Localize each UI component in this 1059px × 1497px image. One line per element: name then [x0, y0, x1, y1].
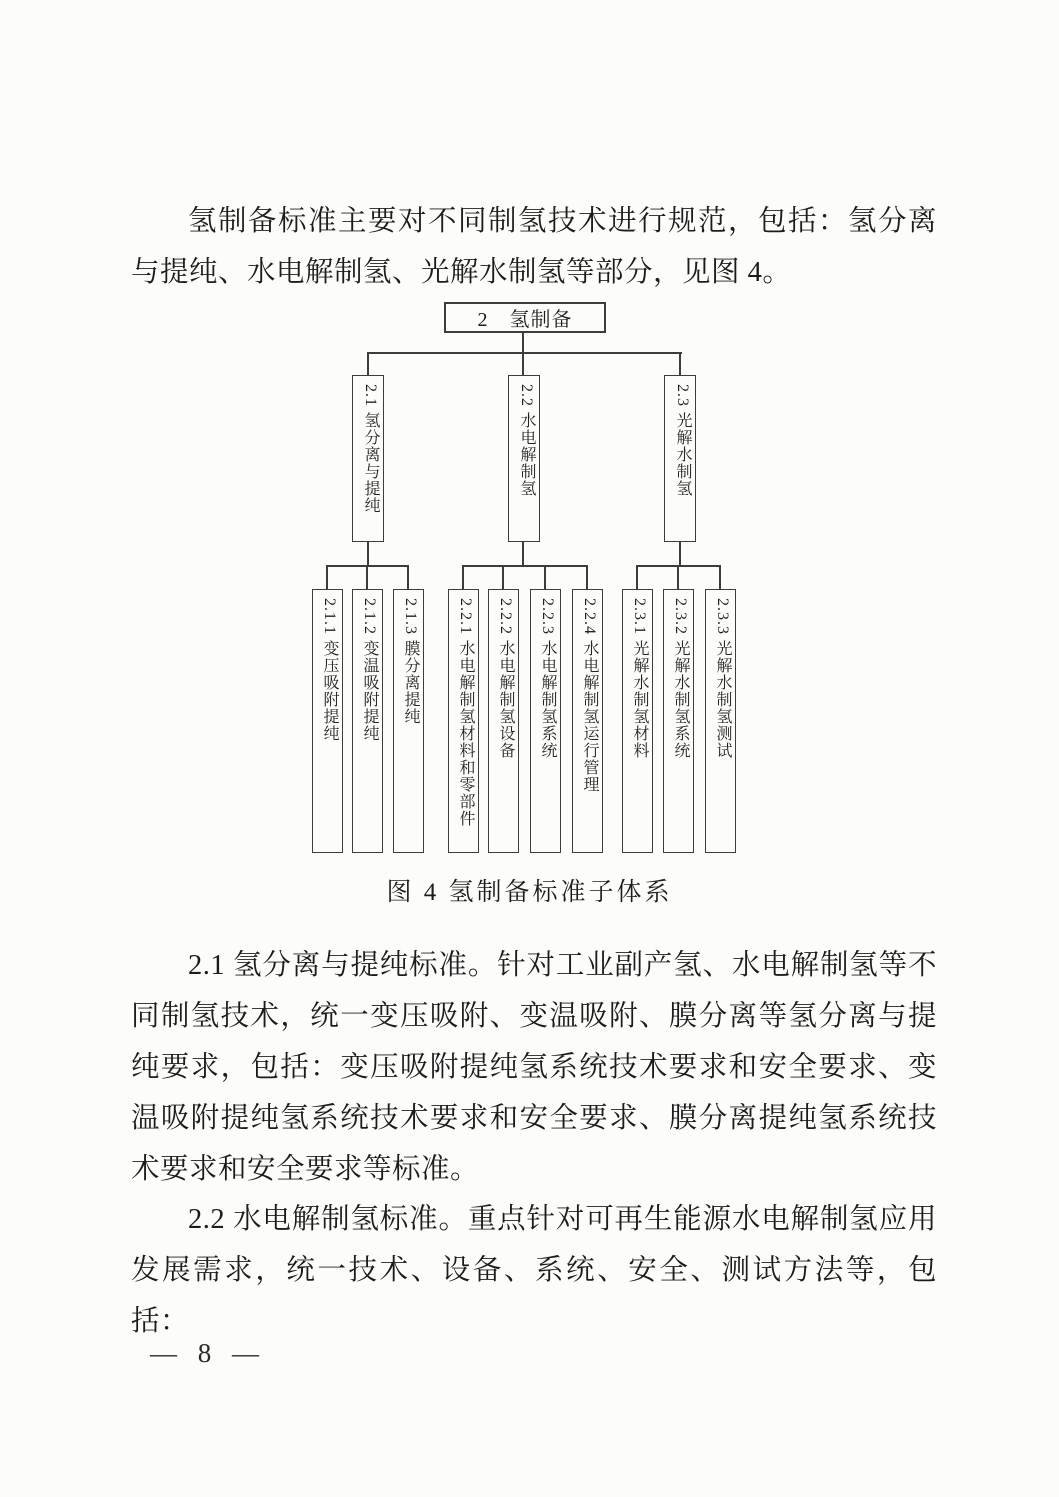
paragraph-2-1: 2.1 氢分离与提纯标准。针对工业副产氢、水电解制氢等不同制氢技术，统一变压吸附、变温吸附、膜分离等氢分离与提纯要求，包括：变压吸附提纯氢系统技术要求和安全要求、变温吸附提纯氢系统技术要求和安全要求、膜分离提纯氢系统技术要求和安全要求等标准。: [131, 950, 937, 1185]
connector-line: [719, 565, 721, 590]
tree-node-2-2-3: 2.2.3 水电解制氢系统: [530, 589, 561, 853]
connector-line: [366, 565, 368, 590]
tree-node-2-1-2: 2.1.2 变温吸附提纯: [352, 589, 383, 853]
intro-paragraph: 氢制备标准主要对不同制氢技术进行规范，包括：氢分离与提纯、水电解制氢、光解水制氢等部分，见图 4。: [131, 206, 937, 288]
connector-line: [326, 565, 328, 590]
connector-line: [522, 352, 524, 375]
connector-line: [502, 565, 504, 590]
tree-node-root: 2 氢制备: [444, 302, 606, 333]
connector-line: [679, 542, 681, 567]
connector-line: [586, 565, 588, 590]
connector-line: [522, 333, 524, 353]
tree-node-2-1: 2.1 氢分离与提纯: [352, 375, 384, 542]
connector-line: [522, 542, 524, 567]
page-number: — 8 —: [150, 1338, 266, 1368]
connector-line: [462, 565, 588, 567]
tree-node-2-2-2: 2.2.2 水电解制氢设备: [488, 589, 519, 853]
tree-node-2-1-3: 2.1.3 膜分离提纯: [393, 589, 424, 853]
connector-line: [367, 542, 369, 567]
connector-line: [367, 352, 369, 375]
tree-node-2-2-4: 2.2.4 水电解制氢运行管理: [572, 589, 603, 853]
connector-line: [636, 565, 638, 590]
figure-caption: 图 4 氢制备标准子体系: [386, 879, 673, 906]
connector-line: [407, 565, 409, 590]
connector-line: [367, 352, 682, 354]
tree-node-2-3-2: 2.3.2 光解水制氢系统: [663, 589, 694, 853]
tree-node-2-1-1: 2.1.1 变压吸附提纯: [312, 589, 343, 853]
connector-line: [544, 565, 546, 590]
connector-line: [679, 352, 681, 375]
tree-node-2-2-1: 2.2.1 水电解制氢材料和零部件: [448, 589, 479, 853]
tree-node-2-2: 2.2 水电解制氢: [508, 375, 540, 542]
tree-node-2-3: 2.3 光解水制氢: [664, 375, 696, 542]
tree-node-2-3-1: 2.3.1 光解水制氢材料: [622, 589, 653, 853]
connector-line: [462, 565, 464, 590]
tree-node-2-3-3: 2.3.3 光解水制氢测试: [705, 589, 736, 853]
paragraph-2-2: 2.2 水电解制氢标准。重点针对可再生能源水电解制氢应用发展需求，统一技术、设备、系统、安全、测试方法等，包括：: [131, 1204, 937, 1337]
connector-line: [677, 565, 679, 590]
